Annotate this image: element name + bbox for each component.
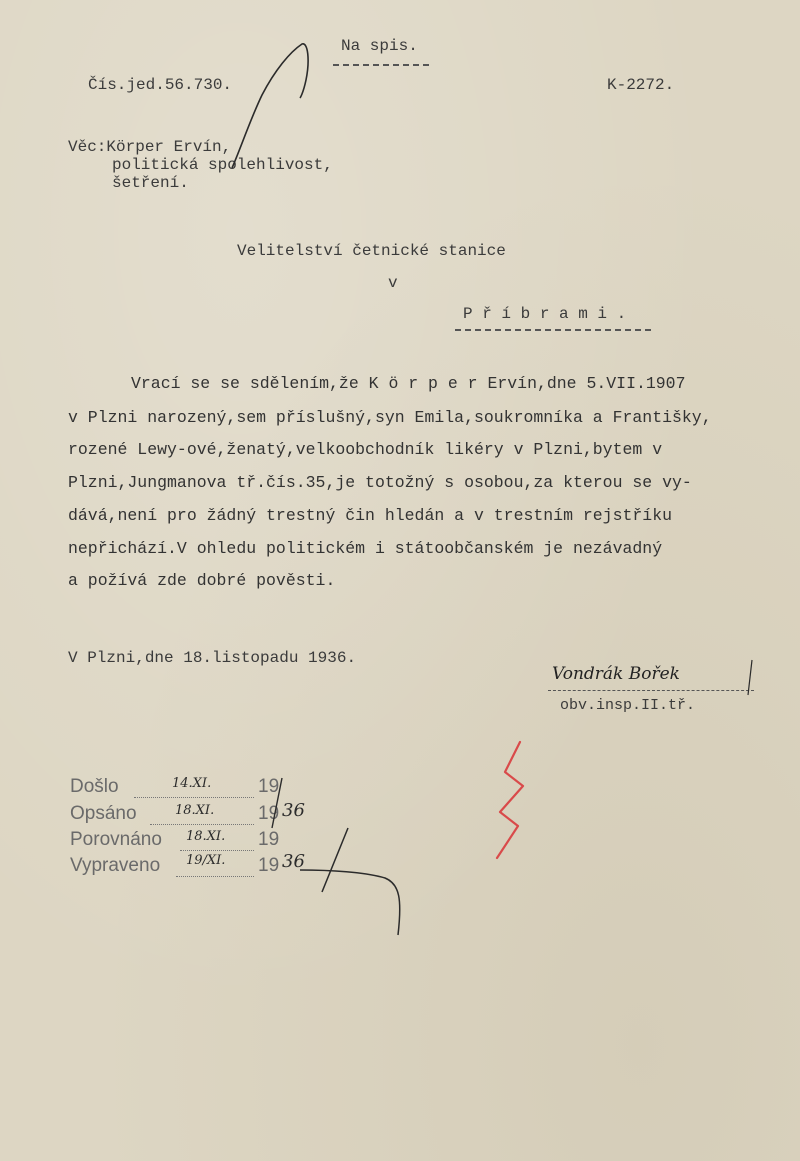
handwritten-signature: Vondrák Bořek bbox=[552, 664, 680, 684]
subject-line-2: politická spolehlivost, bbox=[112, 156, 333, 174]
addressee-place: P ř í b r a m i . bbox=[463, 305, 627, 323]
body-line: nepřichází.V ohledu politickém i státoobčanském je nezávadný bbox=[68, 539, 663, 558]
stamp-label-opsano: Opsáno bbox=[70, 803, 137, 824]
file-code: K-2272. bbox=[607, 76, 675, 94]
stamp-label-doslo: Došlo bbox=[70, 776, 119, 797]
stamp-year-doslo: 19 bbox=[258, 776, 280, 797]
pen-slash-stroke bbox=[272, 778, 282, 828]
pen-curve-stroke bbox=[300, 870, 400, 935]
stamp-year-porovnano: 19 bbox=[258, 829, 280, 850]
signature-title: obv.insp.II.tř. bbox=[560, 697, 696, 714]
date-line: V Plzni,dne 18.listopadu 1936. bbox=[68, 649, 357, 667]
addressee-line-2: v bbox=[388, 274, 398, 292]
stamp-year-suffix: 36 bbox=[282, 800, 305, 821]
body-line: dává,není pro žádný trestný čin hledán a v trestním rejstříku bbox=[68, 506, 672, 525]
subject-line-1: Věc:Körper Ervín, bbox=[68, 138, 232, 156]
body-line: a požívá zde dobré pověsti. bbox=[68, 571, 336, 590]
body-line: Vrací se se sdělením,že K ö r p e r Ervín,dne 5.VII.1907 bbox=[131, 374, 686, 393]
signature-tail bbox=[748, 660, 752, 695]
checkmark-stroke bbox=[232, 44, 308, 168]
stamp-date-vypraveno: 19/XI. bbox=[186, 853, 226, 868]
body-line: Plzni,Jungmanova tř.čís.35,je totožný s osobou,za kterou se vy- bbox=[68, 473, 692, 492]
stamp-date-opsano: 18.XI. bbox=[175, 803, 215, 818]
subject-line-3: šetření. bbox=[112, 174, 189, 192]
stamp-label-vypraveno: Vypraveno bbox=[70, 855, 161, 876]
stamp-year-suffix: 36 bbox=[282, 851, 305, 872]
body-line: v Plzni narozený,sem příslušný,syn Emila,soukromníka a Františky, bbox=[68, 408, 712, 427]
red-pencil-mark bbox=[497, 742, 523, 858]
body-line: rozené Lewy-ové,ženatý,velkoobchodník likéry v Plzni,bytem v bbox=[68, 440, 663, 459]
na-spis-note: Na spis. bbox=[341, 37, 418, 55]
stamp-label-porovnano: Porovnáno bbox=[70, 829, 162, 850]
stamp-date-porovnano: 18.XI. bbox=[186, 829, 226, 844]
pen-slash-stroke bbox=[322, 828, 348, 892]
reference-number: Čís.jed.56.730. bbox=[88, 76, 233, 94]
stamp-year-vypraveno: 19 bbox=[258, 855, 280, 876]
stamp-year-opsano: 19 bbox=[258, 803, 280, 824]
stamp-date-doslo: 14.XI. bbox=[172, 776, 212, 791]
addressee-line-1: Velitelství četnické stanice bbox=[237, 242, 506, 260]
